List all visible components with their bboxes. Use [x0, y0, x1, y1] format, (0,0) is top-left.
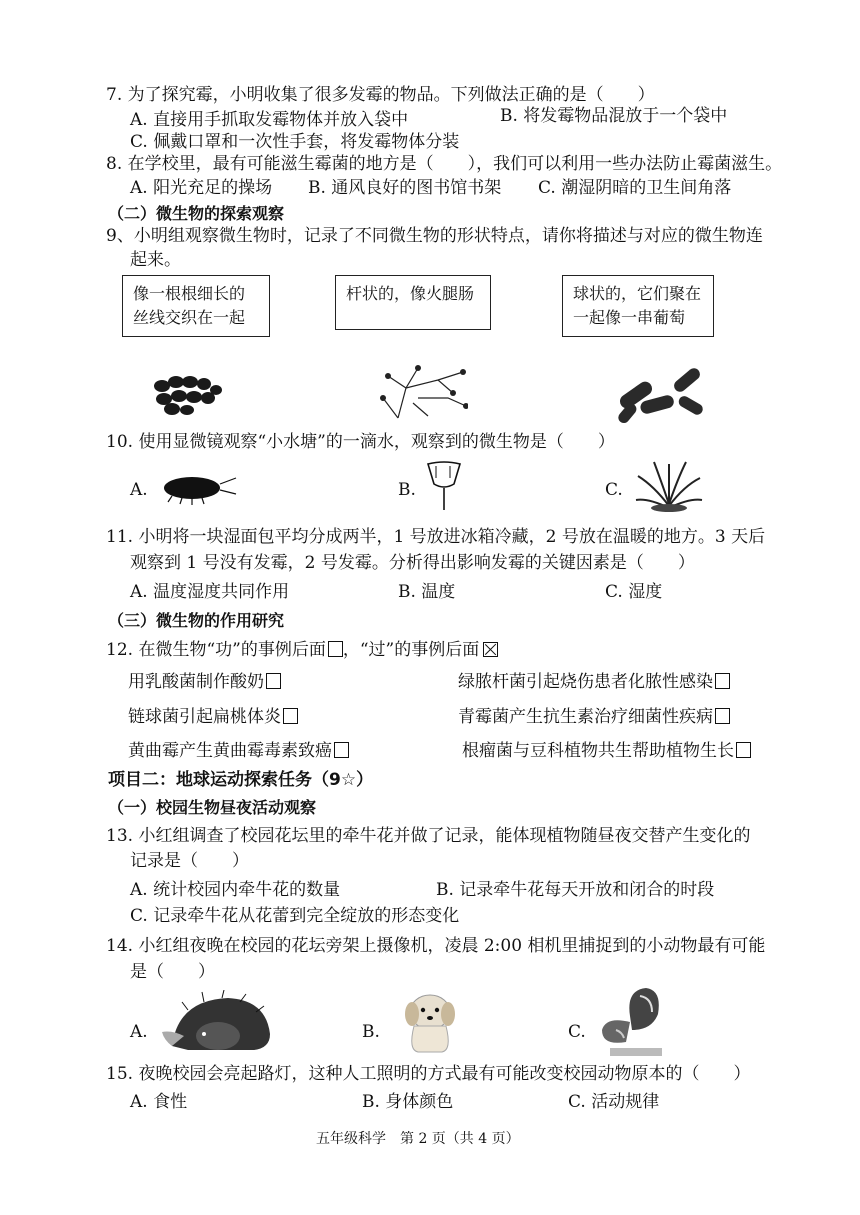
q12-item-2-text: 绿脓杆菌引起烧伤患者化脓性感染 [458, 672, 713, 692]
hedgehog-image [158, 990, 274, 1054]
q12-item-5-checkbox[interactable] [334, 742, 349, 758]
butterfly-image [596, 986, 666, 1058]
q12-item-4-text: 青霉菌产生抗生素治疗细菌性疾病 [458, 707, 713, 727]
section-heading-effects: （三）微生物的作用研究 [108, 611, 285, 630]
q12-item-5 [128, 739, 349, 763]
q14-option-b: B. [362, 1022, 380, 1042]
q14-stem-line2: 是（ ） [130, 962, 215, 982]
puppy-image [390, 990, 470, 1054]
q12-item-1-text: 用乳酸菌制作酸奶 [128, 672, 264, 692]
q7-option-a: A. 直接用手抓取发霉物体并放入袋中 [130, 110, 409, 130]
q15-stem: 15. 夜晚校园会亮起路灯，这种人工照明的方式最有可能改变校园动物原本的（ ） [106, 1064, 751, 1084]
project-two-heading: 项目二：地球运动探索任务（9☆） [108, 770, 374, 790]
coccus-cluster-image [150, 372, 230, 417]
q14-option-a: A. [130, 1022, 148, 1042]
q15-option-c: C. 活动规律 [568, 1092, 660, 1112]
q7-option-c: C. 佩戴口罩和一次性手套，将发霉物体分装 [130, 132, 460, 152]
q11-option-c: C. 湿度 [605, 582, 663, 602]
q12-empty-box-sample [328, 641, 343, 657]
woodlouse-image [158, 470, 238, 506]
q12-item-6-checkbox[interactable] [736, 742, 751, 758]
q11-option-b: B. 温度 [398, 582, 456, 602]
q12-item-1 [128, 670, 281, 694]
rod-bacteria-image [610, 368, 710, 424]
q8-option-a: A. 阳光充足的操场 [130, 178, 273, 198]
section-heading-day-night: （一）校园生物昼夜活动观察 [108, 798, 317, 817]
page-footer: 五年级科学 第 2 页（共 4 页） [316, 1131, 520, 1147]
mold-filament-image [378, 358, 468, 420]
aquatic-plant-image [634, 456, 704, 512]
q12-stem [106, 638, 498, 662]
q13-option-b: B. 记录牵牛花每天开放和闭合的时段 [436, 880, 715, 900]
q12-item-4-checkbox[interactable] [715, 708, 730, 724]
q8-option-b: B. 通风良好的图书馆书架 [308, 178, 502, 198]
q12-crossed-box-sample [483, 642, 498, 657]
q12-item-6 [462, 739, 751, 763]
q12-item-3-text: 链球菌引起扁桃体炎 [128, 707, 281, 727]
q7-option-b: B. 将发霉物品混放于一个袋中 [500, 106, 728, 126]
q13-option-c: C. 记录牵牛花从花蕾到完全绽放的形态变化 [130, 906, 460, 926]
q11-option-a: A. 温度湿度共同作用 [130, 582, 290, 602]
q12-item-6-text: 根瘤菌与豆科植物共生帮助植物生长 [462, 741, 734, 761]
q11-stem-line2: 观察到 1 号没有发霉，2 号发霉。分析得出影响发霉的关键因素是（ ） [130, 553, 695, 573]
q15-option-a: A. 食性 [130, 1092, 188, 1112]
q10-option-c: C. [605, 480, 623, 500]
q12-item-3-checkbox[interactable] [283, 708, 298, 724]
q13-stem-line2: 记录是（ ） [130, 851, 249, 871]
vorticella-image [424, 460, 464, 512]
q12-item-3 [128, 705, 298, 729]
q9-description-box-3: 球状的，它们聚在一起像一串葡萄 [562, 275, 714, 337]
q8-stem: 8. 在学校里，最有可能滋生霉菌的地方是（ ），我们可以利用一些办法防止霉菌滋生。 [106, 154, 783, 174]
q14-option-c: C. [568, 1022, 586, 1042]
q12-stem-part1: 12. 在微生物“功”的事例后面 [106, 640, 326, 660]
q12-item-2-checkbox[interactable] [715, 673, 730, 689]
q12-item-5-text: 黄曲霉产生黄曲霉毒素致癌 [128, 741, 332, 761]
q9-stem-line2: 起来。 [130, 250, 181, 270]
q12-item-4 [458, 705, 730, 729]
q14-stem-line1: 14. 小红组夜晚在校园的花坛旁架上摄像机，凌晨 2:00 相机里捕捉到的小动物最有可能 [106, 936, 766, 956]
q15-option-b: B. 身体颜色 [362, 1092, 454, 1112]
section-heading-exploration: （二）微生物的探索观察 [108, 204, 285, 223]
q9-description-box-2: 杆状的，像火腿肠 [335, 275, 491, 330]
q9-description-box-1: 像一根根细长的丝线交织在一起 [122, 275, 270, 337]
q8-option-c: C. 潮湿阴暗的卫生间角落 [538, 178, 732, 198]
q10-option-a: A. [130, 480, 148, 500]
q10-stem: 10. 使用显微镜观察“小水塘”的一滴水，观察到的微生物是（ ） [106, 432, 615, 452]
q9-stem-line1: 9、小明组观察微生物时，记录了不同微生物的形状特点，请你将描述与对应的微生物连 [106, 226, 763, 246]
q11-stem-line1: 11. 小明将一块湿面包平均分成两半，1 号放进冰箱冷藏，2 号放在温暖的地方。3 天后 [106, 527, 766, 547]
q12-item-1-checkbox[interactable] [266, 673, 281, 689]
q13-option-a: A. 统计校园内牵牛花的数量 [130, 880, 341, 900]
q10-option-b: B. [398, 480, 416, 500]
q7-stem: 7. 为了探究霉，小明收集了很多发霉的物品。下列做法正确的是（ ） [106, 85, 655, 105]
q12-stem-part2: ，“过”的事例后面 [342, 640, 480, 660]
q13-stem-line1: 13. 小红组调查了校园花坛里的牵牛花并做了记录，能体现植物随昼夜交替产生变化的 [106, 826, 751, 846]
q12-item-2 [458, 670, 730, 694]
